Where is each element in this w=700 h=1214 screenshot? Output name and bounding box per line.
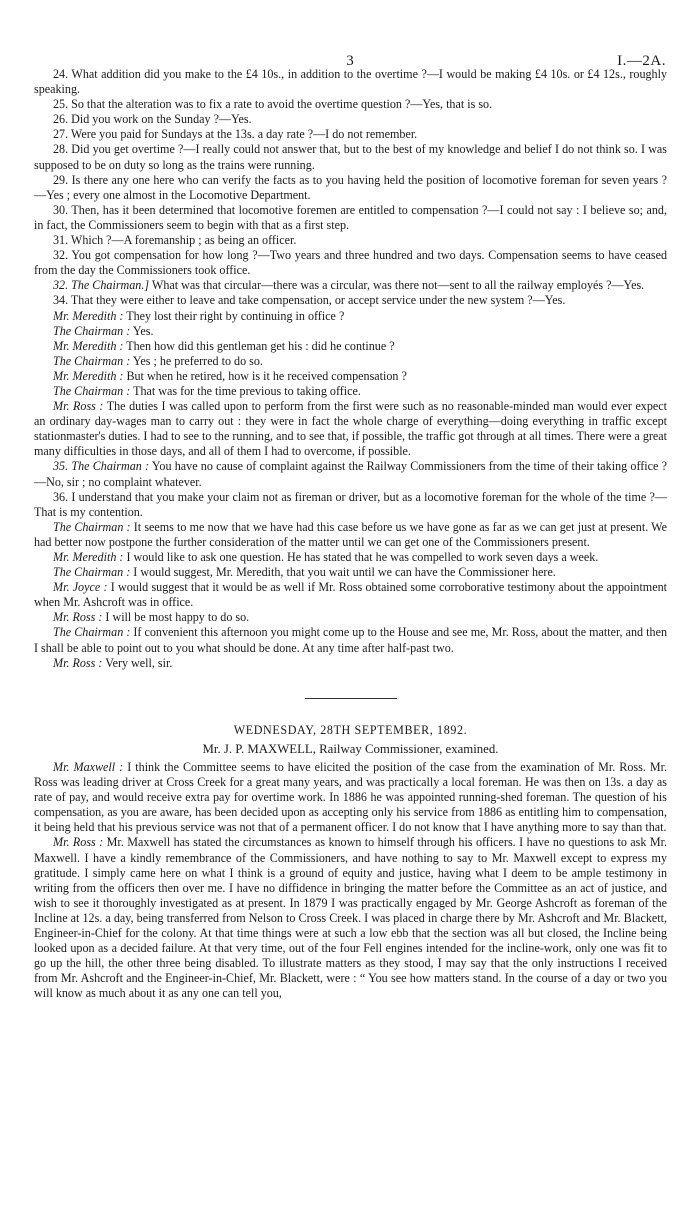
paragraph-text: 36. I understand that you make your claim not as fireman or driver, but as a locomotive foreman for the whole of the time ?—That is my contention. [34, 489, 667, 519]
speaker-label: Mr. Meredith : [53, 338, 124, 353]
evidence-paragraph [34, 142, 667, 172]
paragraph-text: They lost their right by continuing in office ? [123, 308, 345, 323]
evidence-paragraph [34, 233, 667, 248]
paragraph-text: 25. So that the alteration was to fix a rate to avoid the overtime question ?—Yes, that is so. [53, 97, 493, 112]
paragraph-text: Very well, sir. [102, 655, 173, 670]
paragraph-text: 26. Did you work on the Sunday ?—Yes. [53, 112, 252, 127]
speaker-label: The Chairman : [53, 383, 131, 398]
speaker-label: Mr. Ross : [53, 399, 104, 414]
speaker-label: The Chairman : [53, 353, 131, 368]
evidence-paragraph [34, 67, 667, 97]
evidence-paragraph [34, 384, 667, 399]
evidence-paragraph [34, 97, 667, 112]
speaker-label: Mr. Ross : [53, 655, 103, 670]
evidence-paragraph [34, 127, 667, 142]
paragraph-text: But when he retired, how is it he received compensation ? [123, 368, 407, 383]
document-reference: I.—2A. [617, 53, 666, 69]
paragraph-text: 30. Then, has it been determined that locomotive foremen are entitled to compensation ?—I could not say : I believe so; and, in fact, the Commissioners seem to begin with that as a first step. [34, 202, 667, 232]
paragraph-text: 29. Is there any one here who can verify the facts as to you having held the position of locomotive foreman for seven years ?—Yes ; every one almost in the Locomotive Department. [34, 172, 667, 202]
paragraph-text: That was for the time previous to taking office. [130, 383, 361, 398]
evidence-paragraph [34, 565, 667, 580]
evidence-paragraph [34, 580, 667, 610]
paragraph-text: Yes ; he preferred to do so. [130, 353, 263, 368]
evidence-paragraph [34, 278, 667, 293]
paragraph-text: 32. You got compensation for how long ?—Two years and three hundred and two days. Compensation seems to have ceased from the day the Commissioners took office. [34, 248, 667, 278]
paragraph-text: It seems to me now that we have had this case before us we have gone as far as we can get just at present. We had better now postpone the further consideration of the matter until we can get one of the Commissioners present. [34, 519, 667, 549]
speaker-label: The Chairman : [53, 565, 131, 580]
evidence-paragraph [34, 339, 667, 354]
evidence-paragraph [34, 354, 667, 369]
evidence-paragraph [34, 625, 667, 655]
speaker-label: Mr. Ross : [53, 835, 104, 850]
evidence-paragraph [34, 835, 667, 1001]
speaker-label: Mr. Meredith : [53, 308, 124, 323]
evidence-paragraph [34, 309, 667, 324]
paragraph-text: You have no cause of complaint against the Railway Commissioners from the time of their taking office ?—No, sir ; no complaint whatever. [34, 459, 667, 489]
speaker-label: The Chairman : [53, 625, 131, 640]
evidence-paragraph [34, 550, 667, 565]
paragraph-text: What was that circular—there was a circular, was there not—sent to all the railway employés ?—Yes. [149, 278, 645, 293]
speaker-label: Mr. Joyce : [53, 580, 108, 595]
page-number: 3 [346, 53, 354, 69]
paragraph-text: If convenient this afternoon you might come up to the House and see me, Mr. Ross, about the matter, and then I shall be able to point out to you what should be done. At any time after half-past two. [34, 625, 667, 655]
evidence-paragraph [34, 490, 667, 520]
paragraph-text: I would suggest that it would be as well if Mr. Ross obtained some corroborative testimony about the appointment when Mr. Ashcroft was in office. [34, 580, 667, 610]
evidence-paragraph [34, 520, 667, 550]
evidence-paragraph [34, 112, 667, 127]
paragraph-text: I would like to ask one question. He has stated that he was compelled to work seven days a week. [123, 550, 599, 564]
paragraph-text: I will be most happy to do so. [102, 610, 250, 625]
paragraph-text: 34. That they were either to leave and take compensation, or accept service under the new system ?—Yes. [53, 293, 566, 308]
paragraph-text: 24. What addition did you make to the £4 10s., in addition to the overtime ?—I would be making £4 10s. or £4 12s., roughly speaking. [34, 67, 667, 97]
evidence-paragraph [34, 369, 667, 384]
speaker-label: Mr. Maxwell : [53, 759, 124, 774]
evidence-paragraph [34, 459, 667, 489]
paragraph-text: The duties I was called upon to perform from the first were such as no reasonable-minded man would ever expect an ordinary day-wages man to carry out : they were in fact the whole charge of everything—doing everything in traffic except stationmaster's duties. I had to see to the running, and to see that, if possible, the traffic got through at all times. There were a great many difficulties in those days, and all of them I had to overcome, if possible. [34, 399, 667, 459]
session-date: WEDNESDAY, 28TH SEPTEMBER, 1892. [233, 722, 468, 737]
speaker-label: The Chairman : [53, 519, 131, 534]
evidence-paragraph [34, 248, 667, 278]
evidence-block-1 [34, 67, 667, 671]
paragraph-text: I would suggest, Mr. Meredith, that you wait until we can have the Commissioner here. [130, 565, 556, 580]
paragraph-text: 28. Did you get overtime ?—I really could not answer that, but to the best of my knowledge and belief I do not think so. I was supposed to be on duty so long as the trains were running. [34, 142, 667, 172]
section-divider [305, 698, 397, 699]
evidence-paragraph [34, 610, 667, 625]
paragraph-text: 27. Were you paid for Sundays at the 13s. a day rate ?—I do not remember. [53, 127, 418, 142]
evidence-block-2 [34, 760, 667, 1002]
speaker-label: 35. The Chairman : [53, 459, 150, 474]
evidence-paragraph [34, 760, 667, 835]
evidence-paragraph [34, 324, 667, 339]
paragraph-text: Yes. [130, 323, 154, 338]
speaker-label: 32. The Chairman.] [53, 278, 150, 293]
evidence-paragraph [34, 173, 667, 203]
evidence-paragraph [34, 293, 667, 308]
paragraph-text: Then how did this gentleman get his : did he continue ? [123, 338, 395, 353]
evidence-paragraph [34, 203, 667, 233]
speaker-label: Mr. Meredith : [53, 550, 124, 564]
evidence-paragraph [34, 656, 667, 671]
speaker-label: Mr. Meredith : [53, 368, 124, 383]
speaker-label: The Chairman : [53, 323, 131, 338]
paragraph-text: 31. Which ?—A foremanship ; as being an officer. [53, 233, 297, 248]
witness-heading: Mr. J. P. MAXWELL, Railway Commissioner, examined. [202, 741, 499, 756]
evidence-paragraph [34, 399, 667, 459]
paragraph-text: Mr. Maxwell has stated the circumstances as known to himself through his officers. I have no questions to ask Mr. Maxwell. I have a kindly remembrance of the Commissioners, and have nothing to say to Mr. Maxwell except to express my gratitude. I simply came here on what I think is a ground of equity and justice, having what I deem to be ample testimony in writing from the officers then over me. I have no diffidence in bringing the matter before the Committee as an act of justice, and wish to see it thoroughly investigated as at present. In 1879 I was practically engaged by Mr. George Ashcroft as foreman of the Incline at 12s. a day, being transferred from Nelson to Cross Creek. I was placed in charge there by Mr. Ashcroft and Mr. Blackett, Engineer-in-Chief for the colony. At that time things were at such a low ebb that the section was all but closed, the Incline being looked upon as a decided failure. At that very time, out of the four Fell engines intended for the incline-work, only one was fit to go up the hill, the other three being disabled. To illustrate matters as they stood, I may say that the only instructions I received from Mr. Ashcroft and the Engineer-in-Chief, Mr. Blackett, were : “ You see how matters stand. In the course of a day or two you will know as much about it as any one can tell you, [34, 835, 667, 1001]
speaker-label: Mr. Ross : [53, 610, 103, 625]
paragraph-text: I think the Committee seems to have elicited the position of the case from the examination of Mr. Ross. Mr. Ross was leading driver at Cross Creek for a great many years, and was practically a local foreman. He was then on 13s. a day as rate of pay, and would receive extra pay for overtime work. In 1886 he was appointed running-shed foreman. The question of his compensation, as you are aware, has been decided upon as accepting only his service from 1886 as entitling him to compensation, it being held that his previous service was not that of a permanent officer. I do not know that I have anything more to say than that. [34, 759, 667, 835]
